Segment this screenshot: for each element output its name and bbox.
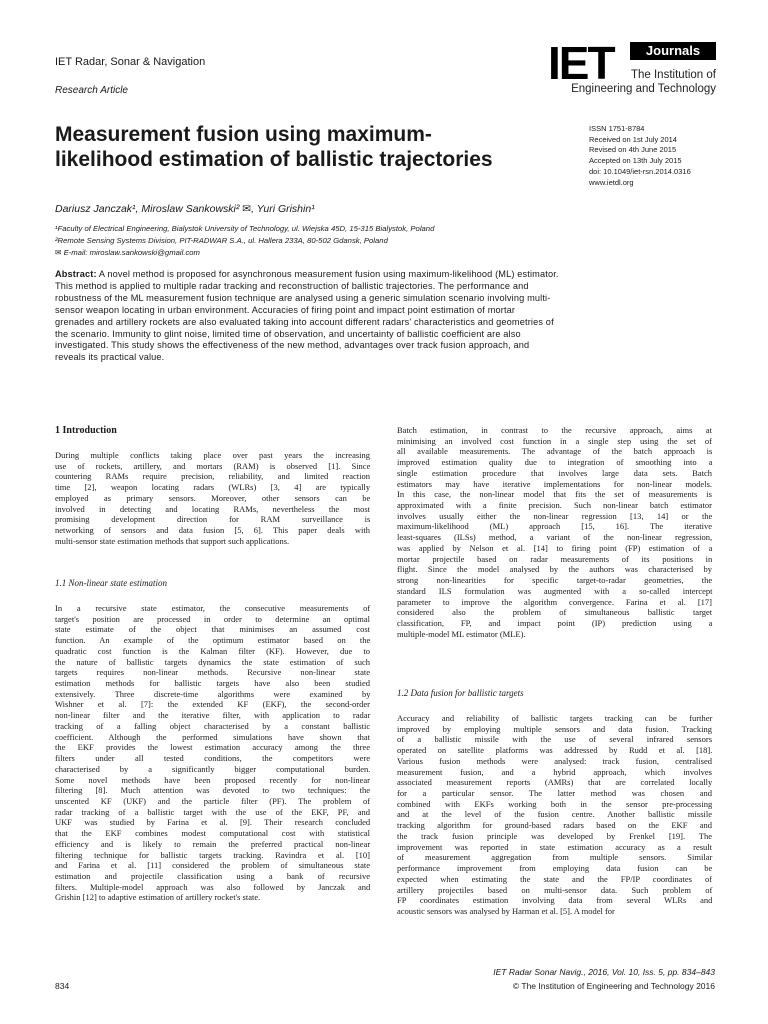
- journal-name: IET Radar, Sonar & Navigation: [55, 56, 206, 68]
- authors: Dariusz Janczak¹, Miroslaw Sankowski² ✉, Yuri Grishin¹: [55, 203, 315, 215]
- text-line: efficiency and is likely to remain the preferred practical non-linear: [55, 838, 371, 849]
- text-line: state estimate of the object that minimises an assumed cost: [55, 624, 370, 635]
- text-line: the track fusion principle was developed by Frenkel [19]. The: [397, 830, 712, 841]
- text-line: improved by employing multiple sensors and data fusion. Tracking: [397, 723, 712, 734]
- text-line: performance improvement from employing data fusion can be: [397, 863, 713, 874]
- affiliation-2: ²Remote Sensing Systems Division, PIT-RADWAR S.A., ul. Hallera 233A, 80-502 Gdansk, Poland: [55, 236, 388, 245]
- text-line: unscented KF (UKF) and the particle filter (PF). The problem of: [55, 795, 371, 806]
- text-line: targets requires non-linear methods. Recursive non-linear state: [55, 667, 370, 678]
- text-line: Various fusion methods were analysed: track fusion, centralised: [397, 755, 712, 766]
- text-line: employed as primary sensors. Moreover, other sensors can be: [55, 492, 371, 503]
- footer-copyright: © The Institution of Engineering and Technology 2016: [512, 981, 715, 991]
- text-line: combined with EKFs working both in the sensor pre-processing: [397, 798, 713, 809]
- text-line: Batch estimation, in contrast to the recursive approach, aims at: [397, 425, 712, 435]
- accepted-date: Accepted on 13th July 2015: [589, 156, 682, 166]
- text-line: In this case, the non-linear model that fits the set of measurements is: [397, 489, 712, 500]
- doi: doi: 10.1049/iet-rsn.2014.0316: [589, 166, 691, 176]
- logo-journals-badge: Journals: [630, 42, 716, 60]
- text-line: acoustic sensors was analysed by Harman et al. [5]. A model for: [397, 905, 615, 916]
- article-metadata: [589, 124, 691, 188]
- section-1-heading: 1 Introduction: [55, 425, 117, 436]
- text-line: multi-sensor state estimation methods that support such applications.: [55, 535, 290, 546]
- data-fusion-paragraph: [397, 713, 712, 917]
- revised-date: Revised on 4th June 2015: [589, 145, 677, 155]
- text-line: During multiple conflicts taking place over past years the increasing: [55, 450, 371, 460]
- page-number: 834: [55, 981, 70, 991]
- text-line: single estimation procedure that involves large data sets. Batch: [397, 467, 712, 478]
- nonlinear-estimation-paragraph: [55, 603, 370, 903]
- text-line: improvement was reported in state estimation accuracy as a result: [397, 841, 712, 852]
- text-line: classification, FP, and impact point (IP) prediction using a: [397, 617, 713, 628]
- abstract: [55, 269, 715, 364]
- paper-title: [55, 122, 575, 172]
- text-line: involved in detecting and locating RAMs, nevertheless the most: [55, 503, 370, 514]
- text-line: all available measurements. The advantage of the batch approach is: [397, 446, 713, 457]
- batch-estimation-paragraph: [397, 425, 712, 639]
- text-line: networking of sensors and data fusion [5, 6]. This paper deals with: [55, 525, 370, 536]
- logo-line-2: Engineering and Technology: [571, 83, 716, 95]
- text-line: filtering technique for ballistic targets tracking. Ravindra et al. [10]: [55, 849, 370, 860]
- text-line: operated on satellite platforms was addressed by Rudd et al. [18].: [397, 745, 713, 756]
- affiliation-1: ¹Faculty of Electrical Engineering, Bialystok University of Technology, ul. Wiejska 45D, 15-315 Bialystok, Poland: [55, 224, 435, 233]
- text-line: filters. Multiple-model approach was also followed by Janczak and: [55, 881, 371, 892]
- text-line: measurement fusion, and a hybrid approach, which involves: [397, 766, 712, 777]
- text-line: parameter to improve the algorithm convergence. Farina et al. [17]: [397, 596, 712, 607]
- logo-line-1: The Institution of: [630, 69, 716, 81]
- title-line: likelihood estimation of ballistic trajectories: [55, 148, 493, 171]
- text-line: FP coordinates estimation involving data from several WLRs and: [397, 895, 713, 906]
- abstract-line: sensor weapon locating in urban environment. Accuracies of firing point and impact point estimation of mortar: [55, 304, 516, 315]
- text-line: In a recursive state estimator, the consecutive measurements of: [55, 603, 371, 613]
- abstract-line: investigated. This study shows the effectiveness of the new method, advantages over track fusion approach, and: [55, 340, 530, 351]
- contact-email: ✉ E-mail: miroslaw.sankowski@gmail.com: [55, 248, 200, 257]
- text-line: considered also the problem of simultaneous ballistic target: [397, 607, 713, 618]
- text-line: flight. Since the model analysed by the authors was characterised by: [397, 564, 712, 575]
- text-line: maximum-likelihood (ML) approach [15, 16]. The iterative: [397, 521, 712, 532]
- text-line: function. An example of the optimum estimator based on the: [55, 635, 371, 646]
- text-line: for a particular sensor. The latter method was chosen and: [397, 788, 712, 799]
- text-line: artillery projectiles based on multi-sensor data. Such problem of: [397, 884, 713, 895]
- text-line: extensively. Three discrete-time algorithms were examined by: [55, 688, 371, 699]
- text-line: Accuracy and reliability of ballistic targets tracking can be further: [397, 713, 713, 723]
- abstract-line: the scenario. Immunity to glint noise, limited time of observation, and uncertainty of ballistic coefficient are also: [55, 328, 521, 339]
- text-line: and at the level of the fusion centre. Another ballistic missile: [397, 809, 712, 820]
- text-line: filtering [8]. Much attention was devoted to two techniques: the: [55, 785, 370, 796]
- text-line: multiple-model ML estimator (MLE).: [397, 628, 526, 639]
- abstract-line: This method is applied to multiple radar tracking and reconstruction of ballistic trajectories. The performance and: [55, 280, 529, 291]
- abstract-line: grenades and artillery rockets are also evaluated taking into account different radars' characteristics and geometries of: [55, 316, 554, 327]
- text-line: least-squares (ILSs) method, a variant of the non-linear regression,: [397, 532, 713, 543]
- logo-iet-text: IET: [548, 37, 614, 89]
- abstract-line: A novel method is proposed for asynchronous measurement fusion using maximum-likelihood (ML) estimator.: [98, 269, 559, 279]
- subsection-1-2-heading: 1.2 Data fusion for ballistic targets: [397, 688, 524, 698]
- text-line: target's position are processed in order to determine an optimal: [55, 613, 370, 624]
- text-line: Some novel methods have been proposed recently for non-linear: [55, 774, 370, 785]
- text-line: mortar projectile based on radar measurements of its positions in: [397, 553, 713, 564]
- intro-paragraph: [55, 450, 370, 546]
- text-line: use of rockets, artillery, and mortars (RAM) is observed [1]. Since: [55, 460, 371, 471]
- text-line: Grishin [12] to adaptive estimation of artillery rocket's state.: [55, 892, 261, 903]
- text-line: was applied by Nelson et al. [14] to firing point (FP) estimation of a: [397, 542, 713, 553]
- text-line: time [2], weapon locating radars (WLRs) [3, 4] are typically: [55, 482, 371, 493]
- text-line: the EKF provides the lowest estimation accuracy among the three: [55, 742, 370, 753]
- text-line: estimators may have iterative implementations for non-linear models.: [397, 478, 712, 489]
- text-line: of a ballistic missile with the use of several infrared sensors: [397, 734, 712, 745]
- article-type: Research Article: [55, 85, 128, 96]
- text-line: estimation methods for ballistic targets have also been studied: [55, 678, 370, 689]
- text-line: tracking algorithm for ground-based radars based on the EKF and: [397, 820, 712, 831]
- title-line: Measurement fusion using maximum-: [55, 123, 432, 146]
- text-line: approximated with a finite precision. Such non-linear batch estimator: [397, 500, 712, 511]
- footer-citation: IET Radar Sonar Navig., 2016, Vol. 10, Iss. 5, pp. 834–843: [493, 967, 715, 977]
- text-line: involves usually either the non-linear regression [13, 14] or the: [397, 510, 713, 521]
- text-line: improved estimation quality due to integration of smoothing into a: [397, 457, 713, 468]
- text-line: quadratic cost function is the Kalman filter (KF). However, due to: [55, 645, 370, 656]
- text-line: the nature of ballistic targets dynamics the state estimation of such: [55, 656, 370, 667]
- text-line: countering RAMs require precision, reliability, and limited reaction: [55, 471, 370, 482]
- text-line: UKF was studied by Farina et al. [9]. Their research concluded: [55, 817, 371, 828]
- website: www.ietdl.org: [589, 177, 634, 187]
- abstract-label: Abstract:: [55, 269, 97, 279]
- subsection-1-1-heading: 1.1 Non-linear state estimation: [55, 578, 167, 588]
- text-line: Wishner et al. [7]: the extended KF (EKF), the second-order: [55, 699, 370, 710]
- text-line: estimation and projectile classification using a bank of recursive: [55, 870, 370, 881]
- text-line: non-linear filter and the iterative filter, with application to radar: [55, 710, 371, 721]
- text-line: filters under all tested conditions, the competitors were: [55, 753, 370, 764]
- text-line: promising development direction for RAM surveillance is: [55, 514, 371, 525]
- text-line: of measurement aggregation from multiple sensors. Similar: [397, 852, 713, 863]
- text-line: standard ILS formulation was augmented with a so-called intercept: [397, 585, 713, 596]
- text-line: radar tracking of a ballistic target with the use of the EKF, PF, and: [55, 806, 370, 817]
- abstract-line: robustness of the ML measurement fusion technique are analysed using a generic simulation scenario involving multi-: [55, 292, 551, 303]
- text-line: associated measurement reports (AMRs) that are correlated locally: [397, 777, 713, 788]
- received-date: Received on 1st July 2014: [589, 134, 677, 144]
- iet-journals-logo: [548, 37, 716, 98]
- abstract-line: reveals its practical value.: [55, 352, 165, 363]
- text-line: that the EKF combines modest computational cost with statistical: [55, 828, 370, 839]
- text-line: tracking of a falling object characterised by a constant ballistic: [55, 720, 371, 731]
- text-line: minimising an involved cost function in a single step using the set of: [397, 435, 712, 446]
- text-line: strong non-linearities for specific target-to-radar geometries, the: [397, 575, 713, 586]
- issn: ISSN 1751-8784: [589, 124, 645, 133]
- text-line: expected when estimating the state and the FP/IP coordinates of: [397, 873, 713, 884]
- text-line: and Farina et al. [11] considered the problem of simultaneous state: [55, 860, 370, 871]
- text-line: coefficient. Although the performed simulations have shown that: [55, 731, 370, 742]
- text-line: characterised by a significantly bigger computational burden.: [55, 763, 371, 774]
